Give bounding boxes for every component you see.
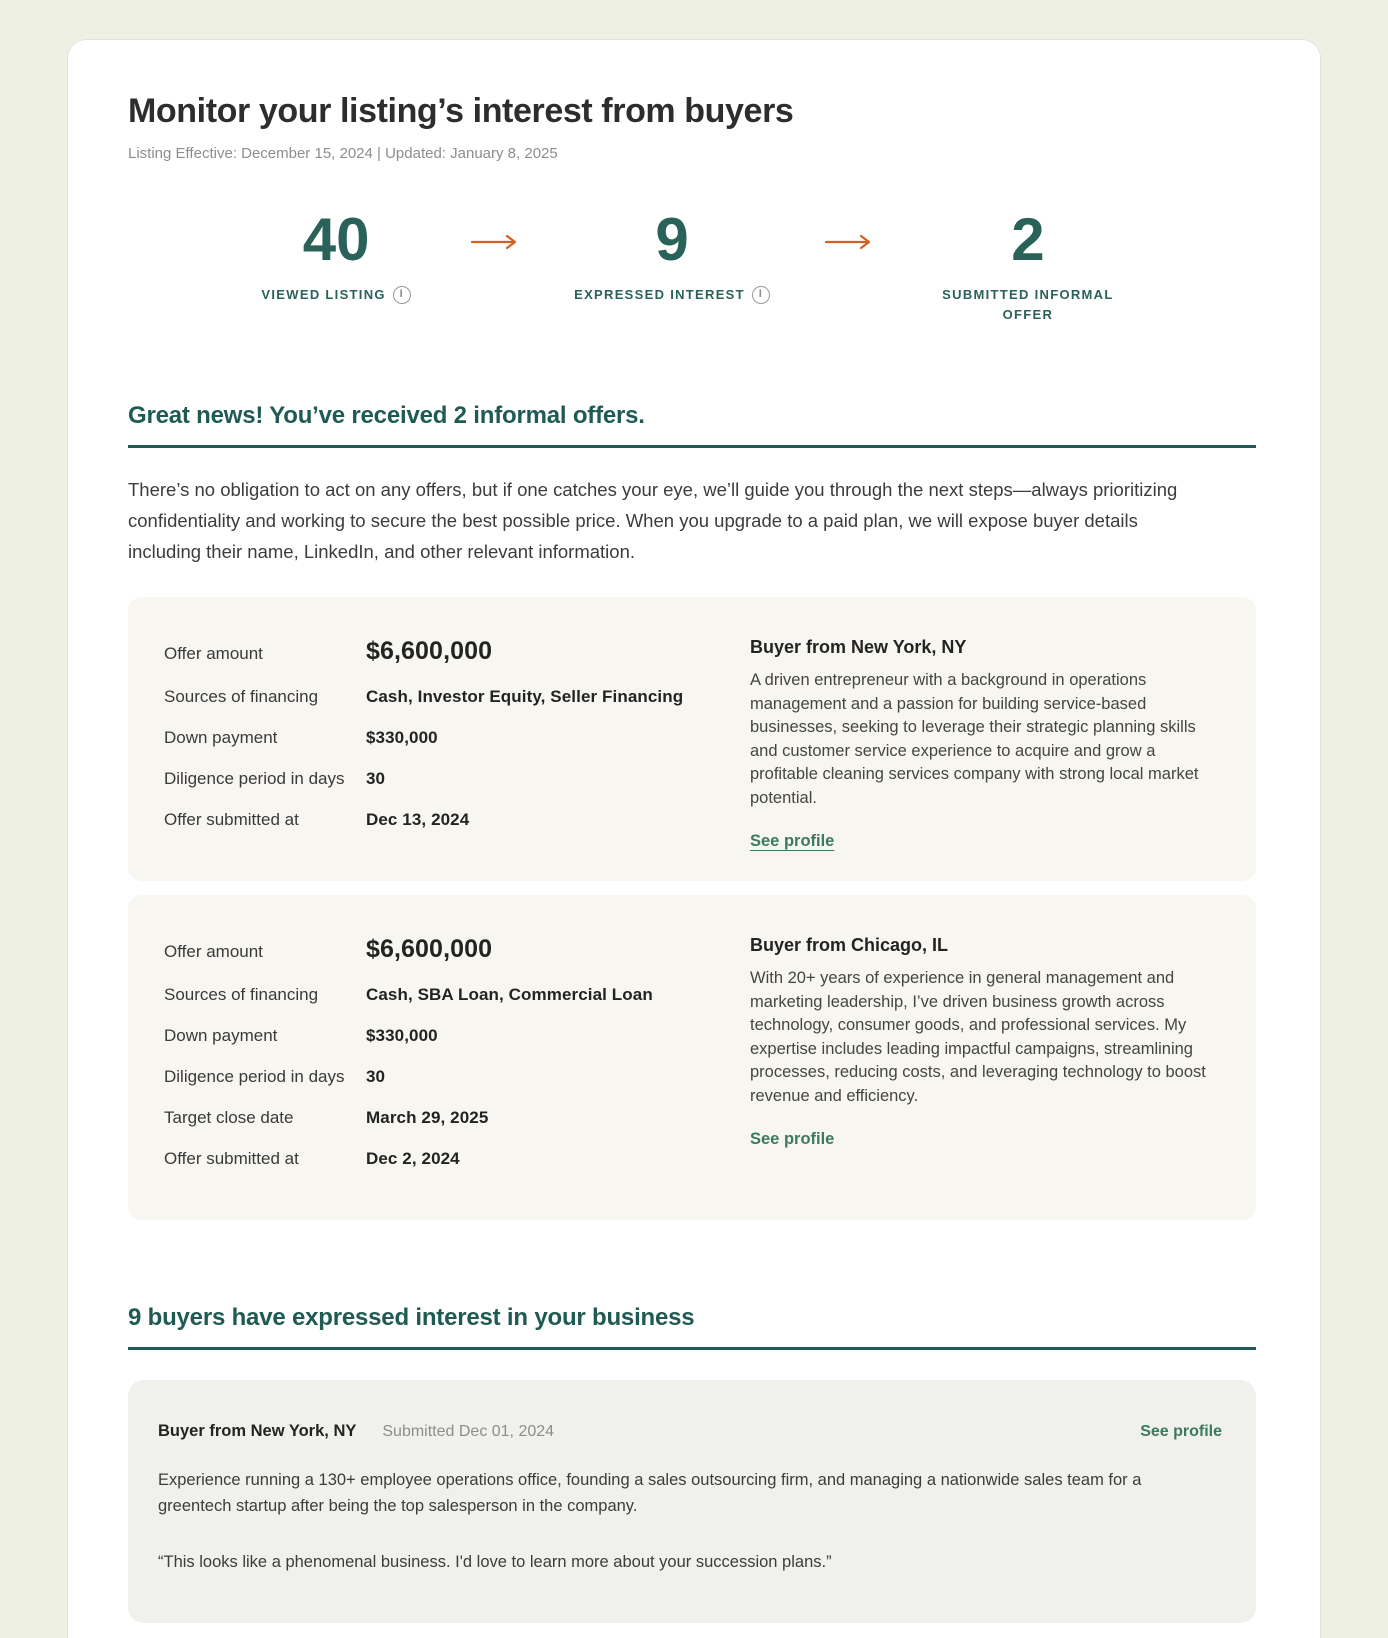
interest-section-heading: 9 buyers have expressed interest in your business [128,1304,695,1332]
listing-meta: Listing Effective: December 15, 2024 | Updated: January 8, 2025 [128,145,558,162]
offer-field-row: Diligence period in days 30 [164,769,386,789]
stat-submitted-offer-label: SUBMITTED INFORMAL OFFER [942,287,1114,323]
offer-field-row: Offer amount $6,600,000 [164,935,493,964]
interest-card-1 [128,1380,1256,1623]
offer-2-fields [164,935,716,1190]
offer-card-1 [128,597,1256,881]
offer-card-2 [128,895,1256,1220]
info-icon[interactable]: I [393,286,411,304]
funnel-arrow-1 [470,234,520,255]
offer-field-row: Offer amount $6,600,000 [164,637,493,666]
interest-section [128,1304,1256,1623]
offer-field-row: Offer submitted at Dec 13, 2024 [164,810,470,830]
offer-1-fields [164,637,716,851]
info-icon[interactable]: I [752,286,770,304]
funnel-stats [128,208,1256,324]
see-profile-link[interactable]: See profile [1140,1423,1222,1441]
section-divider [128,1347,1256,1350]
page-title: Monitor your listing’s interest from buyers [128,92,794,130]
stat-expressed-interest-value: 9 [655,206,689,273]
right-arrow-icon [824,234,874,250]
buyer-description: A driven entrepreneur with a background in operations management and a passion for building service-based businesses, seeking to leverage their strategic planning skills and customer service experience to acquire and grow a profitable cleaning services company with strong local market potential. [750,671,1199,807]
buyer-description: With 20+ years of experience in general management and marketing leadership, I’ve driven business growth across technology, consumer goods, and professional services. My expertise includes leading impactful campaigns, streamlining processes, reducing costs, and leveraging technology to boost revenue and efficiency. [750,969,1206,1105]
buyer-title: Buyer from Chicago, IL [750,935,949,956]
right-arrow-icon [470,234,520,250]
offer-field-row: Down payment $330,000 [164,728,438,748]
section-divider [128,445,1256,448]
buyer-quote: “This looks like a phenomenal business. I'd love to learn more about your succession plans.” [158,1553,832,1572]
stat-expressed-interest-label: EXPRESSED INTEREST I [574,284,770,304]
stat-viewed-listing-label: VIEWED LISTING I [256,284,416,304]
stat-viewed-listing-value: 40 [302,206,370,273]
buyer-title: Buyer from New York, NY [158,1422,357,1441]
offer-field-row: Sources of financing Cash, SBA Loan, Commercial Loan [164,985,653,1005]
offer-field-row: Down payment $330,000 [164,1026,438,1046]
funnel-arrow-2 [824,234,874,255]
interest-card-header [158,1422,1222,1441]
offer-field-row: Sources of financing Cash, Investor Equity, Seller Financing [164,687,684,707]
offer-field-row: Target close date March 29, 2025 [164,1108,489,1128]
offers-section [128,402,1256,1220]
stat-viewed-listing [256,208,416,304]
content-sheet [68,40,1320,1638]
stat-submitted-offer-value: 2 [1011,206,1045,273]
see-profile-link[interactable]: See profile [750,1130,835,1149]
offer-1-buyer-summary [750,637,1220,851]
buyer-description: Experience running a 130+ employee operations office, founding a sales outsourcing firm, and managing a nationwide sales team for a greentech startup after being the top salesperson in the company. [158,1471,1142,1516]
offers-intro-text: There’s no obligation to act on any offers, but if one catches your eye, we’ll guide you through the next steps—always prioritizing confidentiality and working to secure the best possible price. When you upgrade to a paid plan, we will expose buyer details including their name, LinkedIn, and other relevant information. [128,479,1178,563]
submitted-date: Submitted Dec 01, 2024 [382,1423,555,1441]
stat-expressed-interest [574,208,770,304]
stat-submitted-offer [928,208,1128,324]
see-profile-link[interactable]: See profile [750,832,835,851]
buyer-title: Buyer from New York, NY [750,637,967,658]
offers-section-heading: Great news! You’ve received 2 informal offers. [128,402,645,430]
offer-2-buyer-summary [750,935,1220,1190]
offer-field-row: Offer submitted at Dec 2, 2024 [164,1149,460,1169]
offer-field-row: Diligence period in days 30 [164,1067,386,1087]
